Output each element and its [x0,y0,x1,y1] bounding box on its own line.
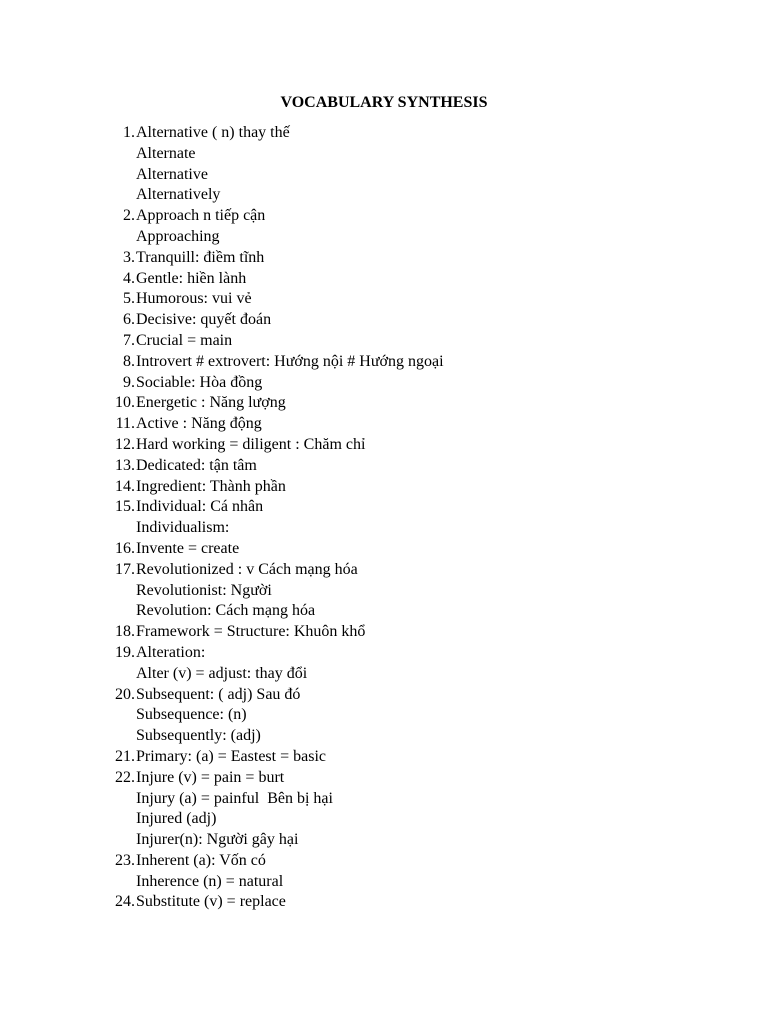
entry-term: Ingredient: Thành phần [136,477,286,495]
entry-number: 4. [123,269,135,287]
entry-term: Humorous: vui vẻ [136,290,252,308]
vocab-entry [108,248,708,269]
vocab-entry [108,892,708,913]
entry-term: Revolutionized : v Cách mạng hóa [136,560,358,578]
vocab-entry-line [108,768,708,789]
vocab-entry [108,560,708,622]
entry-term: Energetic : Năng lượng [136,394,286,412]
vocab-entry [108,414,708,435]
vocab-entry-line [108,310,708,331]
entry-number: 22. [115,768,135,786]
vocab-entry-line [108,123,708,144]
entry-number: 19. [115,643,135,661]
vocab-entry [108,768,708,851]
vocab-entry-line [108,497,708,518]
vocab-entry [108,310,708,331]
entry-term: Individual: Cá nhân [136,498,264,516]
entry-number: 9. [123,373,135,391]
entry-subline: Revolutionist: Người [136,581,272,599]
entry-number: 6. [123,311,135,329]
entry-term: Framework = Structure: Khuôn khổ [136,623,366,641]
vocab-entry [108,269,708,290]
entry-subline: Approaching [136,227,220,245]
vocab-entry-line [108,851,708,872]
document-title: VOCABULARY SYNTHESIS [280,94,488,111]
vocab-entry-line [108,456,708,477]
entry-number: 5. [123,290,135,308]
entry-subline: Alternative [136,165,208,183]
entry-number: 11. [115,415,135,433]
vocab-entry-line [108,539,708,560]
entry-subline: Inherence (n) = natural [136,872,284,890]
entry-term: Hard working = diligent : Chăm chỉ [136,435,366,453]
vocab-entry-line [108,643,708,664]
entry-number: 1. [123,124,135,141]
vocab-entry [108,539,708,560]
vocab-entry-line [108,477,708,498]
vocab-entry [108,622,708,643]
entry-term: Invente = create [136,539,240,557]
entry-term: Primary: (a) = Eastest = basic [136,747,326,765]
entry-term: Introvert # extrovert: Hướng nội # Hướng ngoại [136,352,444,370]
vocab-entry [108,435,708,456]
entry-number: 14. [115,477,135,495]
entry-number: 17. [115,560,135,578]
vocab-entry-line [108,435,708,456]
entry-number: 18. [115,623,135,641]
entry-number: 3. [123,248,135,266]
entry-subline: Subsequently: (adj) [136,727,261,745]
vocab-entry-line [108,248,708,269]
entry-number: 8. [123,352,135,370]
vocab-entry-line [108,685,708,706]
entry-term: Dedicated: tận tâm [136,456,257,474]
entry-number: 7. [123,331,135,349]
entry-number: 20. [115,685,135,703]
vocab-entry-line [108,393,708,414]
entry-number: 15. [115,498,135,516]
vocab-entry-line [108,560,708,581]
entry-term: Approach n tiếp cận [136,207,266,225]
vocab-entry [108,206,708,248]
entry-number: 16. [115,539,135,557]
entry-term: Sociable: Hòa đồng [136,373,263,391]
entry-number: 13. [115,456,135,474]
vocab-entry [108,477,708,498]
vocab-entry [108,643,708,685]
entry-subline: Alternate [136,144,196,162]
entry-term: Crucial = main [136,331,233,349]
vocab-entry [108,331,708,352]
entry-term: Tranquill: điềm tĩnh [136,248,265,266]
vocab-entry [108,373,708,394]
vocab-entry-line [108,622,708,643]
vocab-entry-line [108,414,708,435]
vocab-entry [108,393,708,414]
entry-subline: Subsequence: (n) [136,706,247,724]
vocab-entry-line [108,269,708,290]
vocab-entry [108,685,708,747]
vocab-entry-line [108,747,708,768]
entry-term: Decisive: quyết đoán [136,311,272,329]
vocab-entry [108,456,708,477]
entry-subline: Alter (v) = adjust: thay đổi [136,664,308,682]
entry-number: 23. [115,851,135,869]
vocab-entry [108,289,708,310]
entry-subline: Individualism: [136,519,230,537]
entry-subline: Alternatively [136,186,221,204]
entry-term: Inherent (a): Vốn có [136,851,266,869]
entry-number: 10. [115,394,135,412]
vocab-entry-line [108,331,708,352]
entry-term: Alteration: [136,643,206,661]
vocab-entry-line [108,373,708,394]
entry-subline: Revolution: Cách mạng hóa [136,602,316,620]
vocabulary-list [108,123,708,913]
entry-number: 21. [115,747,135,765]
entry-term: Alternative ( n) thay thế [136,124,290,141]
entry-subline: Injurer(n): Người gây hại [136,831,299,849]
vocab-entry-line [108,352,708,373]
vocab-entry [108,352,708,373]
entry-term: Active : Năng động [136,415,262,433]
entry-subline: Injured (adj) [136,810,217,828]
vocab-entry-line [108,289,708,310]
vocab-entry [108,747,708,768]
entry-number: 24. [115,893,135,911]
entry-term: Substitute (v) = replace [136,893,286,911]
entry-subline: Injury (a) = painful Bên bị hại [136,789,333,807]
entry-term: Injure (v) = pain = burt [136,768,285,786]
vocab-entry [108,497,708,539]
entry-number: 12. [115,435,135,453]
vocab-entry [108,123,708,206]
entry-number: 2. [123,207,135,225]
vocab-entry [108,851,708,893]
entry-term: Gentle: hiền lành [136,269,247,287]
vocab-entry-line [108,892,708,913]
vocab-entry-line [108,206,708,227]
entry-term: Subsequent: ( adj) Sau đó [136,685,301,703]
